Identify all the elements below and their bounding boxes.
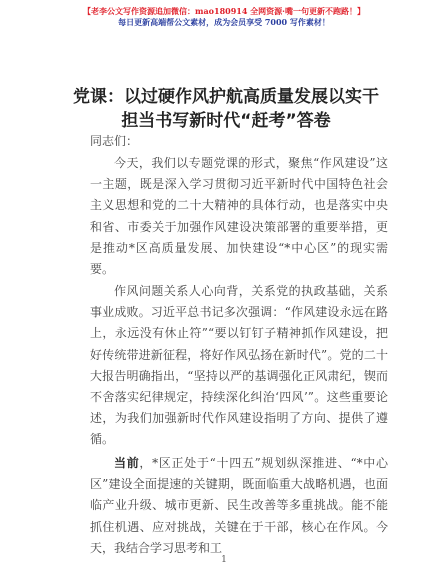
paragraph-current-text: ，*区正处于“十四五”规划纵深推进、“*中心区”建设全面提速的关键期，既面临重大战略机遇，也面临产业升级、城市更新、民生改善等多重挑战。能不能抓住机遇、应对挑战，关键在于干部，核心在作风。今天，我结合学习思考和工 bbox=[90, 456, 388, 555]
paragraph-intro: 今天，我们以专题党课的形式，聚焦“作风建设”这一主题，既是深入学习贯彻习近平新时代中国特色社会主义思想和党的二十大精神的具体行动，也是落实中央和省、市委关于加强作风建设决策部署的重要举措，更是推动*区高质量发展、加快建设“*中心区”的现实需要。 bbox=[90, 156, 388, 277]
banner-promo-line: 每日更新高端帮公文素材，成为会员享受 7000 写作素材！ bbox=[118, 17, 330, 27]
banner-contact-line: 【老李公文写作资源追加微信：mao180914 全网资源·嘴一句更新不跑路！】 bbox=[83, 6, 365, 16]
salutation: 同志们： bbox=[90, 134, 139, 148]
header-banner bbox=[0, 6, 448, 28]
page-number: 1 bbox=[221, 555, 227, 565]
paragraph-quotes: 作风问题关系人心向背，关系党的执政基础，关系事业成败。习近平总书记多次强调：“作风建设永远在路上，永远没有休止符”“要以钉钉子精神抓作风建设，把好传统带进新征程，将好作风弘扬在新时代”。党的二十大报告明确指出，“坚持以严的基调强化正风肃纪，锲而不舍落实纪律规定，持续深化纠治‘四风’”。这些重要论述，为我们加强新时代作风建设指明了方向、提供了遵循。 bbox=[90, 284, 388, 447]
paragraph-lead-word: 当前 bbox=[114, 456, 140, 470]
document-title: 党课：以过硬作风护航高质量发展以实干担当书写新时代“赶考”答卷 bbox=[73, 87, 379, 131]
paragraph-current bbox=[90, 453, 388, 559]
